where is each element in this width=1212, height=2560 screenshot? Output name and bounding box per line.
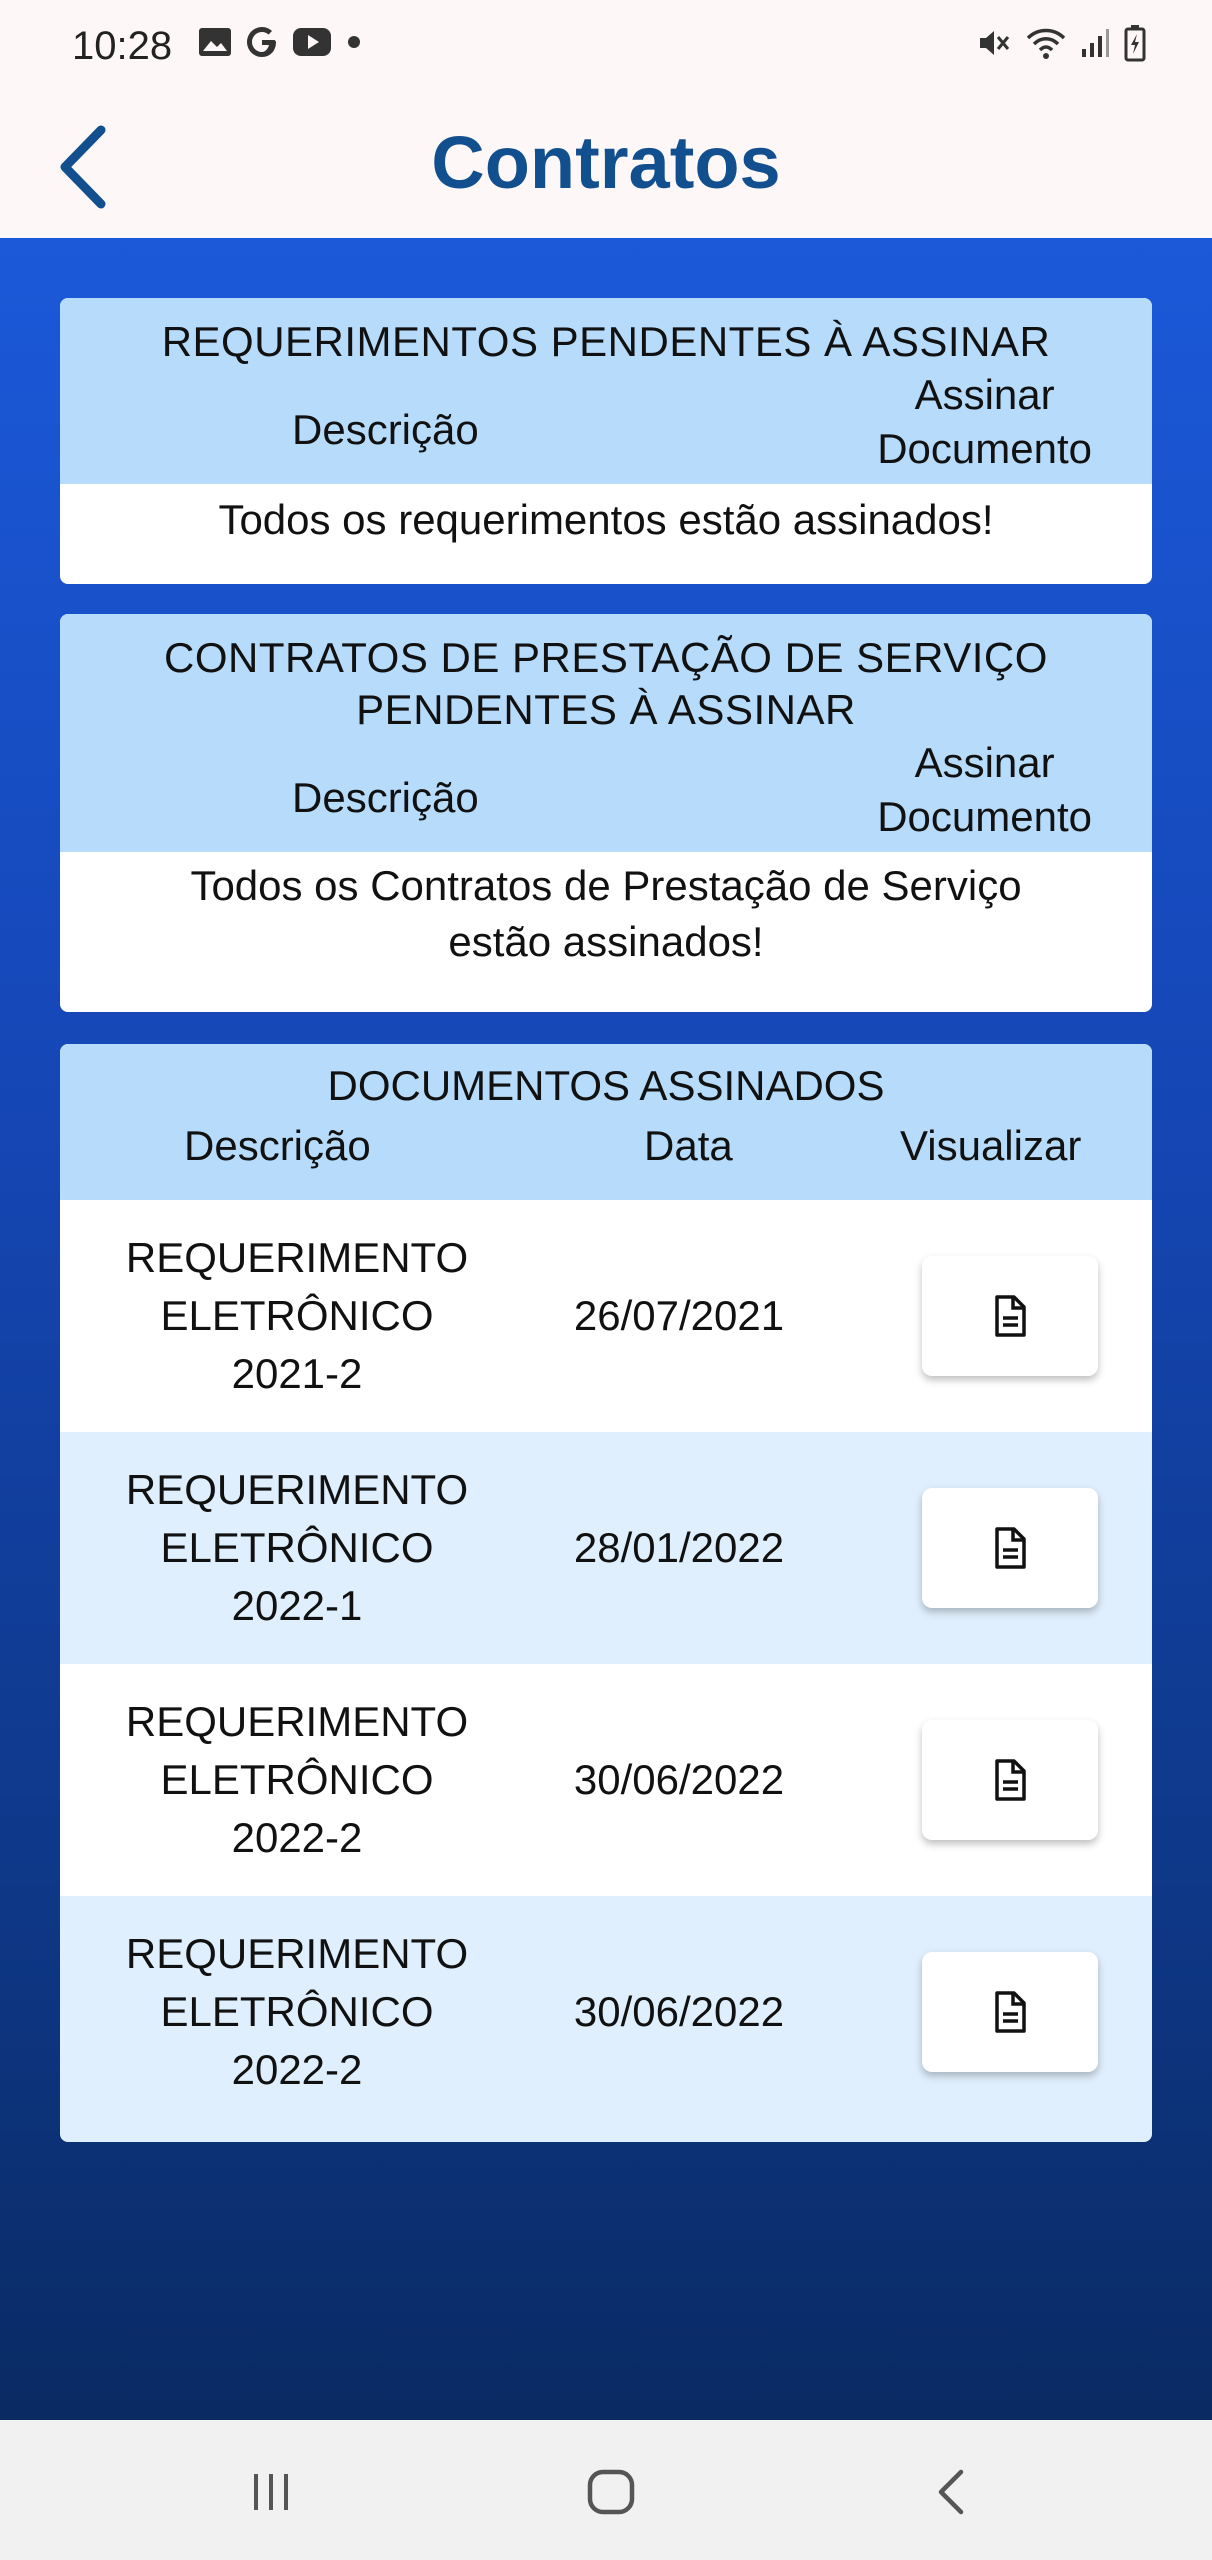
document-description-line2: ELETRÔNICO [160,1524,434,1571]
view-document-button[interactable] [922,1256,1098,1376]
page-title: Contratos [431,121,781,204]
column-sign-line2: Documento [877,425,1092,472]
document-description [60,1229,534,1403]
home-icon [585,2468,637,2516]
document-icon [993,1526,1027,1570]
battery-icon [1124,24,1146,62]
signed-documents-header [60,1044,1152,1200]
pending-contracts-empty-line1: Todos os Contratos de Prestação de Serviço [190,862,1022,909]
dot-icon [344,32,364,52]
gallery-icon [198,27,232,57]
column-view: Visualizar [900,1122,1082,1169]
column-sign-line1: Assinar [914,371,1055,418]
recent-apps-button[interactable] [226,2462,316,2522]
document-description [60,1693,534,1867]
document-description-line3: 2022-2 [231,1814,363,1861]
main-content [0,238,1212,2420]
pending-contracts-header [60,614,1152,852]
back-icon [933,2468,969,2516]
document-icon [993,1758,1027,1802]
document-description-line1: REQUERIMENTO [125,1930,469,1977]
document-description-line3: 2022-1 [231,1582,363,1629]
signal-icon [1080,27,1110,59]
pending-contracts-title [60,614,1152,736]
signed-documents-card [60,1044,1152,2142]
document-description-line3: 2022-2 [231,2046,363,2093]
status-left-icons [198,24,364,60]
document-description [60,1461,534,1635]
document-date: 30/06/2022 [573,1756,785,1803]
column-sign-line1: Assinar [914,739,1055,786]
column-sign-document [877,368,1092,476]
mute-icon [976,25,1012,61]
column-sign-document [877,736,1092,844]
document-icon [993,1294,1027,1338]
pending-contracts-title-line2: PENDENTES À ASSINAR [356,686,856,733]
document-description-line1: REQUERIMENTO [125,1698,469,1745]
status-time: 10:28 [72,24,173,68]
column-description: Descrição [292,406,479,453]
pending-contracts-title-line1: CONTRATOS DE PRESTAÇÃO DE SERVIÇO [164,634,1048,681]
document-date: 26/07/2021 [573,1292,785,1339]
pending-contracts-card [60,614,1152,1012]
home-button[interactable] [566,2462,656,2522]
document-description-line2: ELETRÔNICO [160,1756,434,1803]
google-icon [244,24,280,60]
pending-contracts-empty-message [60,852,1152,978]
document-icon [993,1990,1027,2034]
recent-apps-icon [246,2470,296,2514]
document-date: 28/01/2022 [573,1524,785,1571]
pending-requirements-header [60,298,1152,484]
wifi-icon [1026,26,1066,60]
app-bar [0,92,1212,238]
pending-contracts-empty-line2: estão assinados! [448,918,764,965]
document-date: 30/06/2022 [573,1988,785,2035]
document-row [60,1664,1152,1896]
document-description-line2: ELETRÔNICO [160,1988,434,2035]
document-description-line2: ELETRÔNICO [160,1292,434,1339]
view-document-button[interactable] [922,1952,1098,2072]
pending-requirements-card [60,298,1152,584]
nav-back-button[interactable] [906,2462,996,2522]
system-nav-bar [0,2420,1212,2560]
document-description-line1: REQUERIMENTO [125,1466,469,1513]
pending-requirements-empty-message: Todos os requerimentos estão assinados! [218,496,994,543]
column-description: Descrição [184,1122,371,1169]
document-row [60,1432,1152,1664]
signed-documents-title: DOCUMENTOS ASSINADOS [327,1062,885,1109]
document-row [60,1896,1152,2128]
column-date: Data [644,1122,733,1169]
youtube-icon [292,27,332,57]
document-description [60,1925,534,2099]
document-row [60,1200,1152,1432]
status-right-icons [976,24,1146,62]
view-document-button[interactable] [922,1720,1098,1840]
column-description: Descrição [292,774,479,821]
pending-requirements-title: REQUERIMENTOS PENDENTES À ASSINAR [161,318,1051,365]
status-bar [0,0,1212,92]
column-sign-line2: Documento [877,793,1092,840]
document-description-line3: 2021-2 [231,1350,363,1397]
document-description-line1: REQUERIMENTO [125,1234,469,1281]
view-document-button[interactable] [922,1488,1098,1608]
